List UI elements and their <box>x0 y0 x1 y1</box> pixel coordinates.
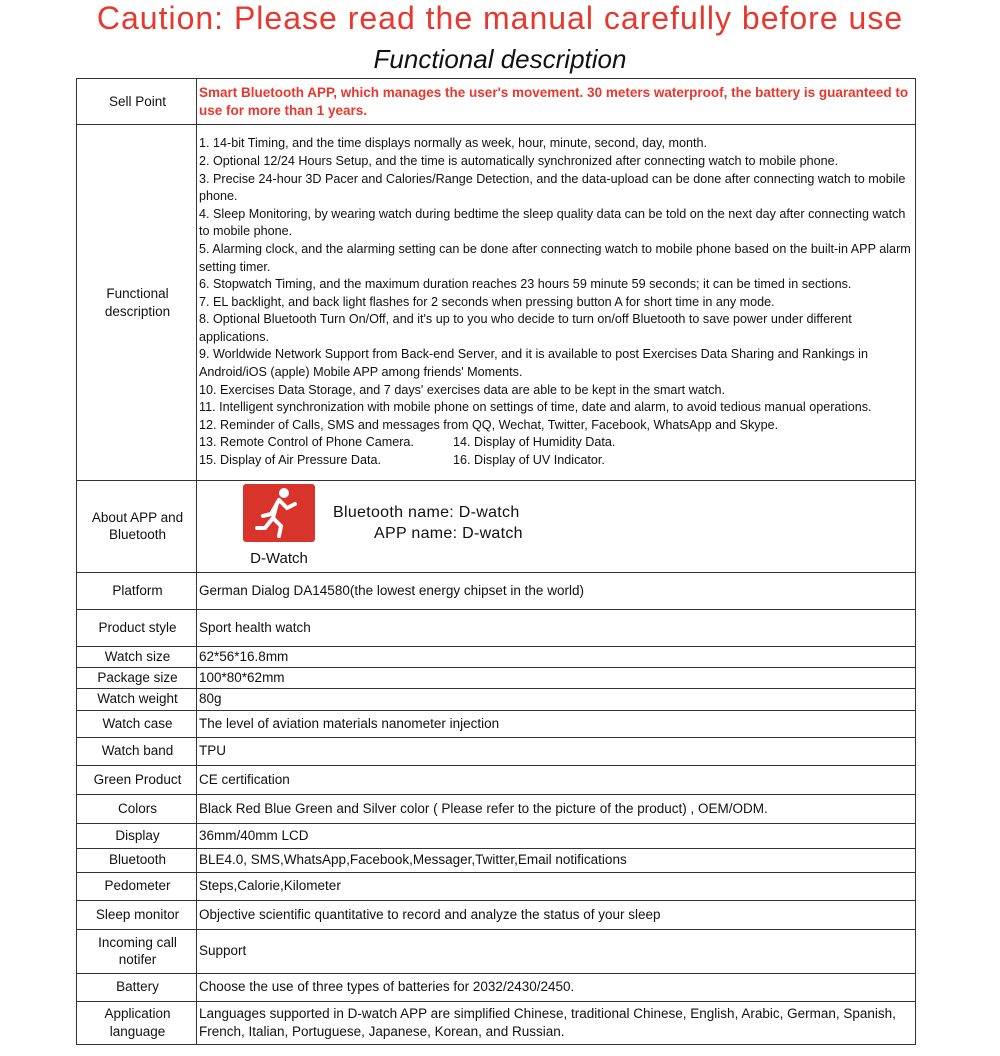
bluetooth-name: Bluetooth name: D-watch <box>333 504 520 521</box>
list-item: 7. EL backlight, and back light flashes for 2 seconds when pressing button A for short time in any mode. <box>199 294 775 309</box>
row-label: Functional description <box>77 125 197 481</box>
row-value: 62*56*16.8mm <box>197 646 916 667</box>
list-item: 6. Stopwatch Timing, and the maximum duration reaches 23 hours 59 minute 59 seconds; it can be timed in sections. <box>199 277 852 292</box>
app-cell <box>197 481 916 573</box>
list-item: 16. Display of UV Indicator. <box>453 453 605 468</box>
table-row <box>77 667 916 688</box>
row-value: Languages supported in D-watch APP are simplified Chinese, traditional Chinese, English, Arabic, German, Spanish, French, Italian, Portuguese, Japanese, Korean, and Russian. <box>197 1001 916 1044</box>
sell-point-value: Smart Bluetooth APP, which manages the user's movement. 30 meters waterproof, the battery is guaranteed to use for more than 1 years. <box>199 84 909 118</box>
row-value: Choose the use of three types of batteries for 2032/2430/2450. <box>197 973 916 1001</box>
app-name: APP name: D-watch <box>374 525 523 542</box>
list-item: 1. 14-bit Timing, and the time displays normally as week, hour, minute, second, day, month. <box>199 136 707 151</box>
functional-list <box>199 135 915 469</box>
row-label: Sell Point <box>77 79 197 125</box>
row-label: Bluetooth <box>77 848 197 872</box>
row-label: Watch weight <box>77 688 197 710</box>
row-value: Steps,Calorie,Kilometer <box>197 872 916 900</box>
row-label: About APP and Bluetooth <box>77 481 197 573</box>
list-item: 13. Remote Control of Phone Camera. <box>199 435 414 450</box>
table-row <box>77 823 916 848</box>
list-item: 10. Exercises Data Storage, and 7 days' exercises data are able to be kept in the smart watch. <box>199 382 726 397</box>
bluetooth-info <box>333 502 523 544</box>
table-row-sell-point <box>77 79 916 125</box>
table-row <box>77 710 916 737</box>
table-row <box>77 1001 916 1044</box>
row-label: Watch band <box>77 737 197 765</box>
row-label: Application language <box>77 1001 197 1044</box>
table-row-app <box>77 481 916 573</box>
row-label: Battery <box>77 973 197 1001</box>
row-label: Platform <box>77 572 197 609</box>
table-row <box>77 848 916 872</box>
row-value: Black Red Blue Green and Silver color ( Please refer to the picture of the product) , OEM/ODM. <box>197 794 916 823</box>
row-value: BLE4.0, SMS,WhatsApp,Facebook,Messager,Twitter,Email notifications <box>197 848 916 872</box>
table-row <box>77 794 916 823</box>
row-label: Pedometer <box>77 872 197 900</box>
row-value: TPU <box>197 737 916 765</box>
table-row-functional <box>77 125 916 481</box>
list-item: 2. Optional 12/24 Hours Setup, and the time is automatically synchronized after connecting watch to mobile phone. <box>199 153 839 168</box>
app-logo-block <box>239 484 319 569</box>
row-value: 80g <box>197 688 916 710</box>
app-logo-caption: D-Watch <box>250 549 308 567</box>
table-row <box>77 900 916 929</box>
table-row <box>77 737 916 765</box>
list-item: 12. Reminder of Calls, SMS and messages from QQ, Wechat, Twitter, Facebook, WhatsApp and Skype. <box>199 417 779 432</box>
row-value: CE certification <box>197 765 916 794</box>
row-label: Watch size <box>77 646 197 667</box>
row-value: The level of aviation materials nanometer injection <box>197 710 916 737</box>
list-item: 4. Sleep Monitoring, by wearing watch during bedtime the sleep quality data can be told on the next day after connecting watch to mobile phone. <box>199 206 906 239</box>
list-item-pair <box>199 452 915 470</box>
row-label: Incoming call notifer <box>77 929 197 973</box>
table-row <box>77 646 916 667</box>
table-row <box>77 688 916 710</box>
list-item: 15. Display of Air Pressure Data. <box>199 453 381 468</box>
row-value: Objective scientific quantitative to record and analyze the status of your sleep <box>197 900 916 929</box>
list-item: 8. Optional Bluetooth Turn On/Off, and it's up to you who decide to turn on/off Bluetooth to save power under different applications. <box>199 312 852 344</box>
row-label: Green Product <box>77 765 197 794</box>
list-item: 5. Alarming clock, and the alarming setting can be done after connecting watch to mobile phone based on the built-in APP alarm setting timer. <box>199 241 911 274</box>
row-value: Sport health watch <box>197 609 916 646</box>
page-subtitle: Functional description <box>373 44 627 74</box>
row-value: German Dialog DA14580(the lowest energy chipset in the world) <box>197 572 916 609</box>
table-row <box>77 973 916 1001</box>
list-item: 11. Intelligent synchronization with mobile phone on settings of time, date and alarm, to avoid tedious manual operations. <box>199 400 872 415</box>
table-row <box>77 572 916 609</box>
row-value: Support <box>197 929 916 973</box>
table-row <box>77 765 916 794</box>
table-row <box>77 929 916 973</box>
row-label: Sleep monitor <box>77 900 197 929</box>
row-label: Display <box>77 823 197 848</box>
row-value: 36mm/40mm LCD <box>197 823 916 848</box>
spec-table <box>76 78 916 1045</box>
row-label: Watch case <box>77 710 197 737</box>
table-row <box>77 609 916 646</box>
functional-list-cell <box>197 125 916 481</box>
row-label: Product style <box>77 609 197 646</box>
row-label: Package size <box>77 667 197 688</box>
running-man-svg <box>243 484 315 542</box>
list-item: 3. Precise 24-hour 3D Pacer and Calories/Range Detection, and the data-upload can be done after connecting watch to mobile phone. <box>199 171 906 204</box>
row-value: 100*80*62mm <box>197 667 916 688</box>
row-label: Colors <box>77 794 197 823</box>
list-item-pair <box>199 434 915 452</box>
app-info <box>199 481 915 572</box>
caution-heading: Caution: Please read the manual carefully before use <box>96 0 904 36</box>
list-item: 9. Worldwide Network Support from Back-end Server, and it is available to post Exercises Data Sharing and Rankings in Android/iOS (apple) Mobile APP among friends' Moments. <box>199 347 868 380</box>
list-item: 14. Display of Humidity Data. <box>453 435 616 450</box>
sell-point-text <box>197 79 916 125</box>
running-man-icon <box>243 484 315 542</box>
table-row <box>77 872 916 900</box>
